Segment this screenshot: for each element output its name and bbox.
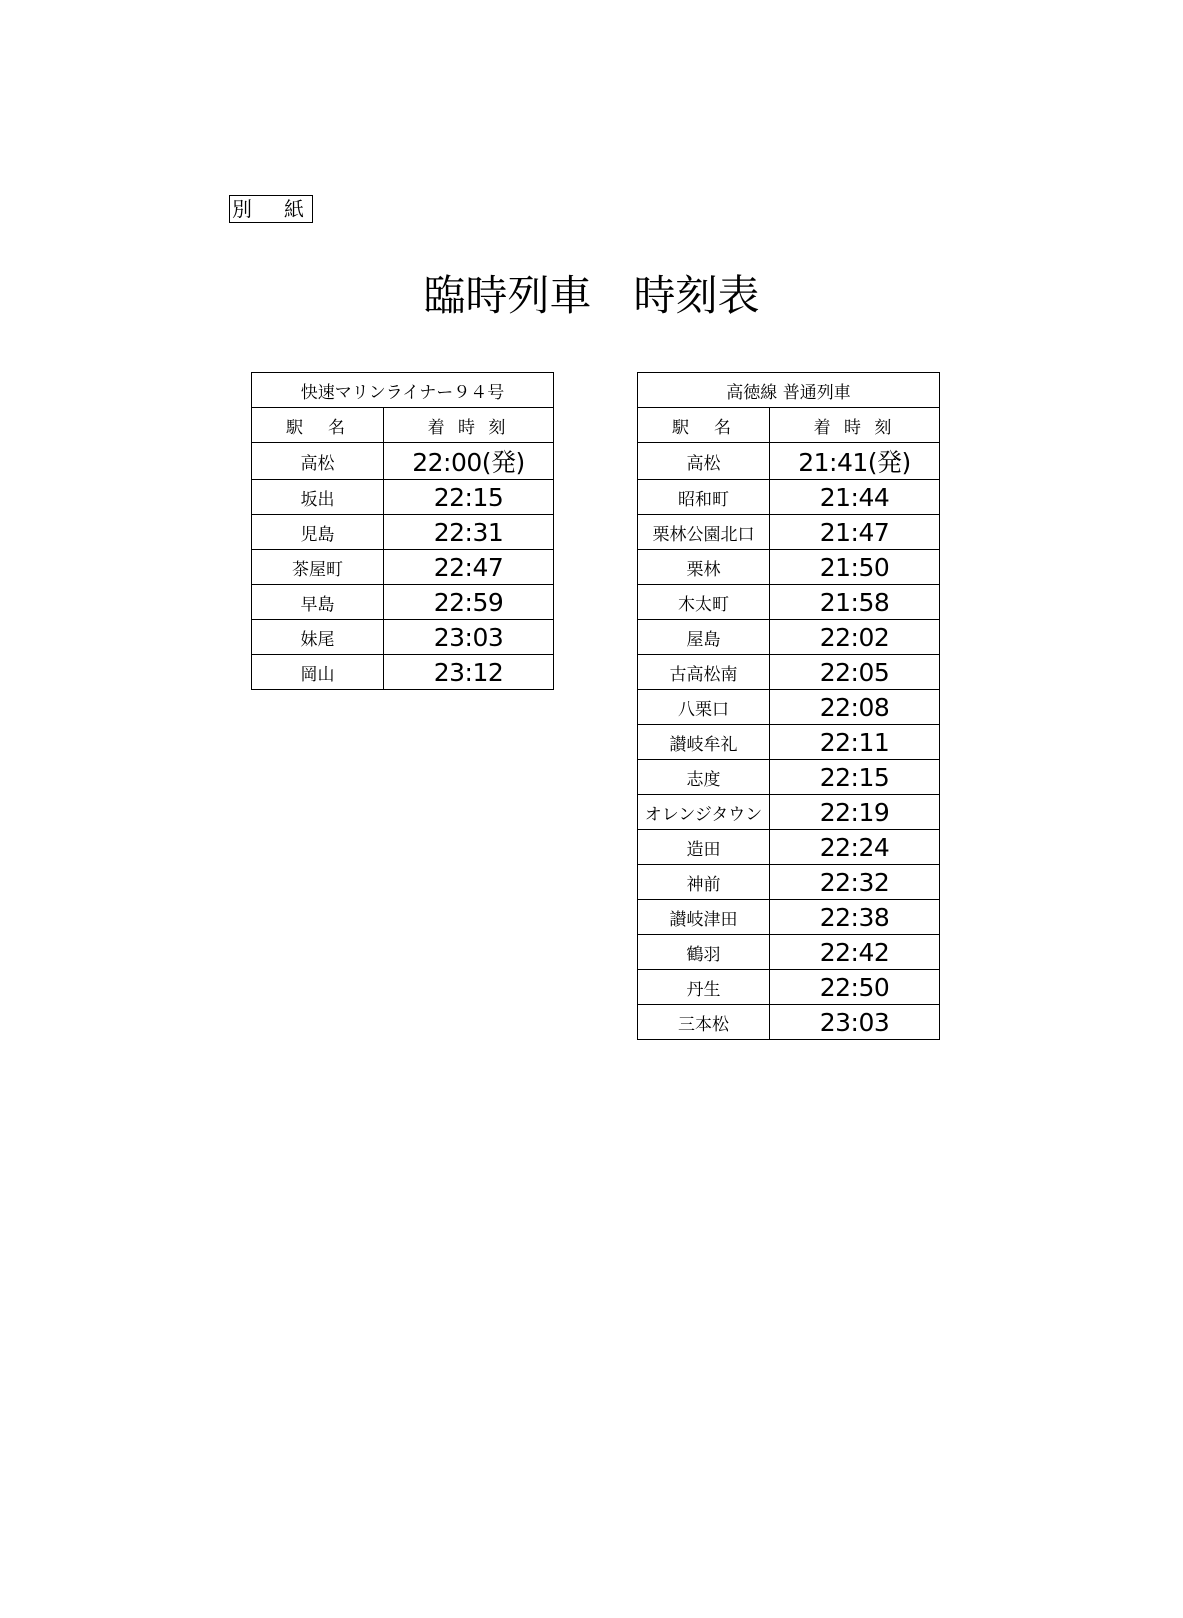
arrival-time: 22:31 <box>384 515 554 550</box>
station-name: 栗林公園北口 <box>638 515 770 550</box>
table-row <box>252 515 554 550</box>
station-name: 坂出 <box>252 480 384 515</box>
station-name: 木太町 <box>638 585 770 620</box>
station-name: 鶴羽 <box>638 935 770 970</box>
arrival-time: 22:00(発) <box>384 443 554 480</box>
station-name: 志度 <box>638 760 770 795</box>
station-name: 早島 <box>252 585 384 620</box>
table-row <box>638 865 940 900</box>
table-row <box>252 550 554 585</box>
station-name: 造田 <box>638 830 770 865</box>
attachment-label: 別 紙 <box>229 195 313 223</box>
arrival-time: 22:15 <box>384 480 554 515</box>
arrival-time: 21:47 <box>770 515 940 550</box>
timetable-rapid-marine-liner <box>251 372 554 690</box>
table-row <box>638 480 940 515</box>
table-row <box>638 760 940 795</box>
table-row <box>638 515 940 550</box>
arrival-time: 22:24 <box>770 830 940 865</box>
station-name: 屋島 <box>638 620 770 655</box>
timetable-kotoku-line-local <box>637 372 940 1040</box>
table-header-row <box>252 408 554 443</box>
station-name: 児島 <box>252 515 384 550</box>
station-name: 妹尾 <box>252 620 384 655</box>
arrival-time: 22:15 <box>770 760 940 795</box>
station-name: 三本松 <box>638 1005 770 1040</box>
arrival-time: 21:58 <box>770 585 940 620</box>
station-name: 昭和町 <box>638 480 770 515</box>
table-row <box>252 480 554 515</box>
table-row <box>638 970 940 1005</box>
arrival-time: 21:41(発) <box>770 443 940 480</box>
station-name: 高松 <box>252 443 384 480</box>
table-caption-row <box>252 373 554 408</box>
table-row <box>638 585 940 620</box>
table-row <box>638 690 940 725</box>
station-name: 讃岐牟礼 <box>638 725 770 760</box>
table-caption: 高徳線 普通列車 <box>638 373 940 408</box>
table-row <box>252 585 554 620</box>
arrival-time: 22:59 <box>384 585 554 620</box>
arrival-time: 22:47 <box>384 550 554 585</box>
table-row <box>638 935 940 970</box>
table-row <box>638 655 940 690</box>
station-name: 茶屋町 <box>252 550 384 585</box>
arrival-time: 22:08 <box>770 690 940 725</box>
arrival-time: 21:44 <box>770 480 940 515</box>
table-row <box>638 830 940 865</box>
station-name: 岡山 <box>252 655 384 690</box>
table-caption-row <box>638 373 940 408</box>
station-name: 高松 <box>638 443 770 480</box>
table-header-row <box>638 408 940 443</box>
station-name: 神前 <box>638 865 770 900</box>
arrival-time: 23:03 <box>384 620 554 655</box>
column-header-station: 駅 名 <box>638 408 770 443</box>
page-title: 臨時列車 時刻表 <box>423 271 760 320</box>
station-name: オレンジタウン <box>638 795 770 830</box>
table-row <box>638 443 940 480</box>
column-header-time: 着 時 刻 <box>770 408 940 443</box>
table-row <box>638 1005 940 1040</box>
station-name: 古高松南 <box>638 655 770 690</box>
table-row <box>638 550 940 585</box>
table-row <box>638 620 940 655</box>
arrival-time: 22:32 <box>770 865 940 900</box>
arrival-time: 22:11 <box>770 725 940 760</box>
table-caption: 快速マリンライナー９４号 <box>252 373 554 408</box>
arrival-time: 23:03 <box>770 1005 940 1040</box>
arrival-time: 22:50 <box>770 970 940 1005</box>
table-row <box>252 620 554 655</box>
table-row <box>638 725 940 760</box>
table-row <box>252 655 554 690</box>
column-header-time: 着 時 刻 <box>384 408 554 443</box>
column-header-station: 駅 名 <box>252 408 384 443</box>
arrival-time: 22:02 <box>770 620 940 655</box>
table-row <box>638 900 940 935</box>
arrival-time: 22:42 <box>770 935 940 970</box>
station-name: 讃岐津田 <box>638 900 770 935</box>
arrival-time: 22:19 <box>770 795 940 830</box>
arrival-time: 23:12 <box>384 655 554 690</box>
table-row <box>252 443 554 480</box>
table-row <box>638 795 940 830</box>
arrival-time: 22:05 <box>770 655 940 690</box>
arrival-time: 22:38 <box>770 900 940 935</box>
arrival-time: 21:50 <box>770 550 940 585</box>
station-name: 丹生 <box>638 970 770 1005</box>
station-name: 八栗口 <box>638 690 770 725</box>
station-name: 栗林 <box>638 550 770 585</box>
